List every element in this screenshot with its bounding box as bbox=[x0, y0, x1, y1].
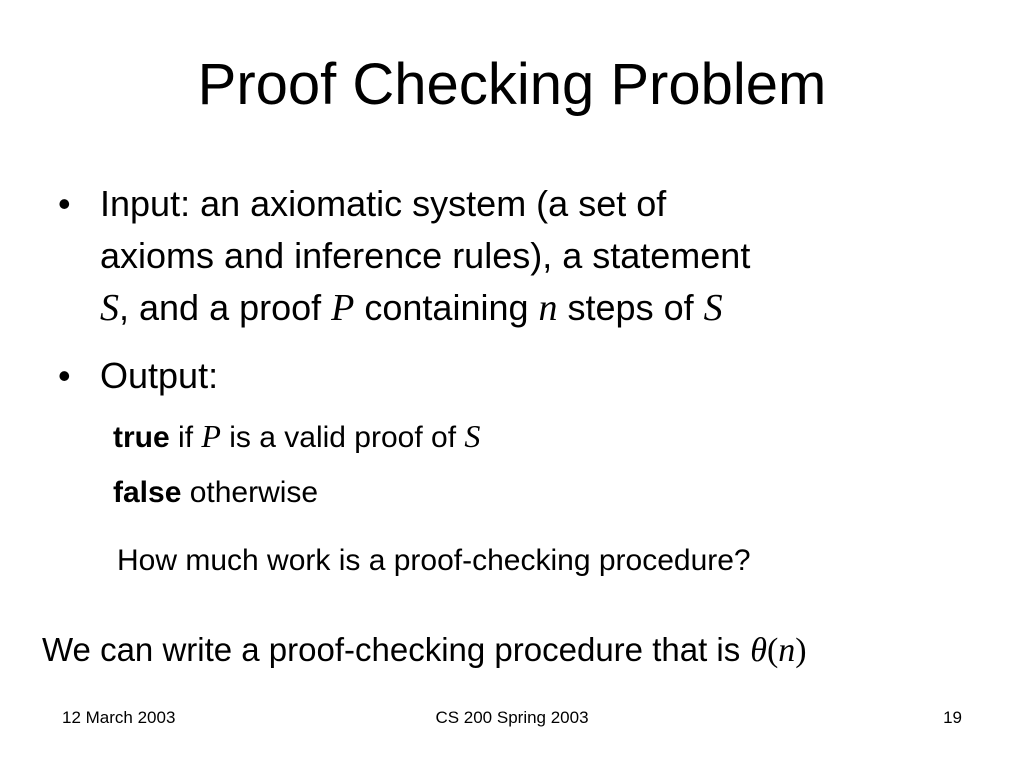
output-text-segment: if bbox=[169, 421, 202, 454]
math-n: n bbox=[538, 287, 558, 329]
input-text-segment: containing bbox=[354, 287, 539, 328]
footer-date: 12 March 2003 bbox=[62, 708, 176, 727]
keyword-true: true bbox=[113, 421, 170, 454]
output-text-segment: otherwise bbox=[181, 476, 319, 509]
close-paren: ) bbox=[795, 632, 807, 669]
footer-page-number: 19 bbox=[943, 708, 962, 727]
output-true-line bbox=[113, 416, 480, 458]
bullet-marker: • bbox=[58, 183, 71, 224]
keyword-false: false bbox=[113, 476, 182, 509]
input-text-segment: steps of bbox=[557, 287, 704, 328]
bullet-marker: • bbox=[58, 355, 71, 396]
output-false-line bbox=[113, 473, 318, 513]
statement-text: We can write a proof-checking procedure that is bbox=[42, 631, 741, 668]
input-text-segment: , and a proof bbox=[119, 287, 332, 328]
theta-symbol: θ bbox=[750, 632, 767, 669]
math-P: P bbox=[331, 287, 355, 329]
question-text: How much work is a proof-checking procedure? bbox=[117, 544, 751, 577]
math-S: S bbox=[464, 418, 481, 454]
input-line-3 bbox=[100, 282, 980, 334]
math-n: n bbox=[778, 632, 796, 669]
statement-line bbox=[42, 628, 807, 673]
input-bullet-text bbox=[100, 178, 980, 334]
math-S: S bbox=[100, 287, 119, 329]
math-P: P bbox=[201, 418, 221, 454]
slide-title: Proof Checking Problem bbox=[197, 52, 827, 117]
input-line-1: Input: an axiomatic system (a set of bbox=[100, 183, 667, 224]
open-paren: ( bbox=[766, 632, 779, 669]
input-line-2: axioms and inference rules), a statement bbox=[100, 235, 751, 276]
output-bullet-text: Output: bbox=[100, 355, 219, 396]
output-text-segment: is a valid proof of bbox=[220, 421, 465, 454]
math-S: S bbox=[703, 287, 723, 329]
footer-course: CS 200 Spring 2003 bbox=[435, 708, 589, 727]
theta-n-expression bbox=[750, 632, 806, 669]
